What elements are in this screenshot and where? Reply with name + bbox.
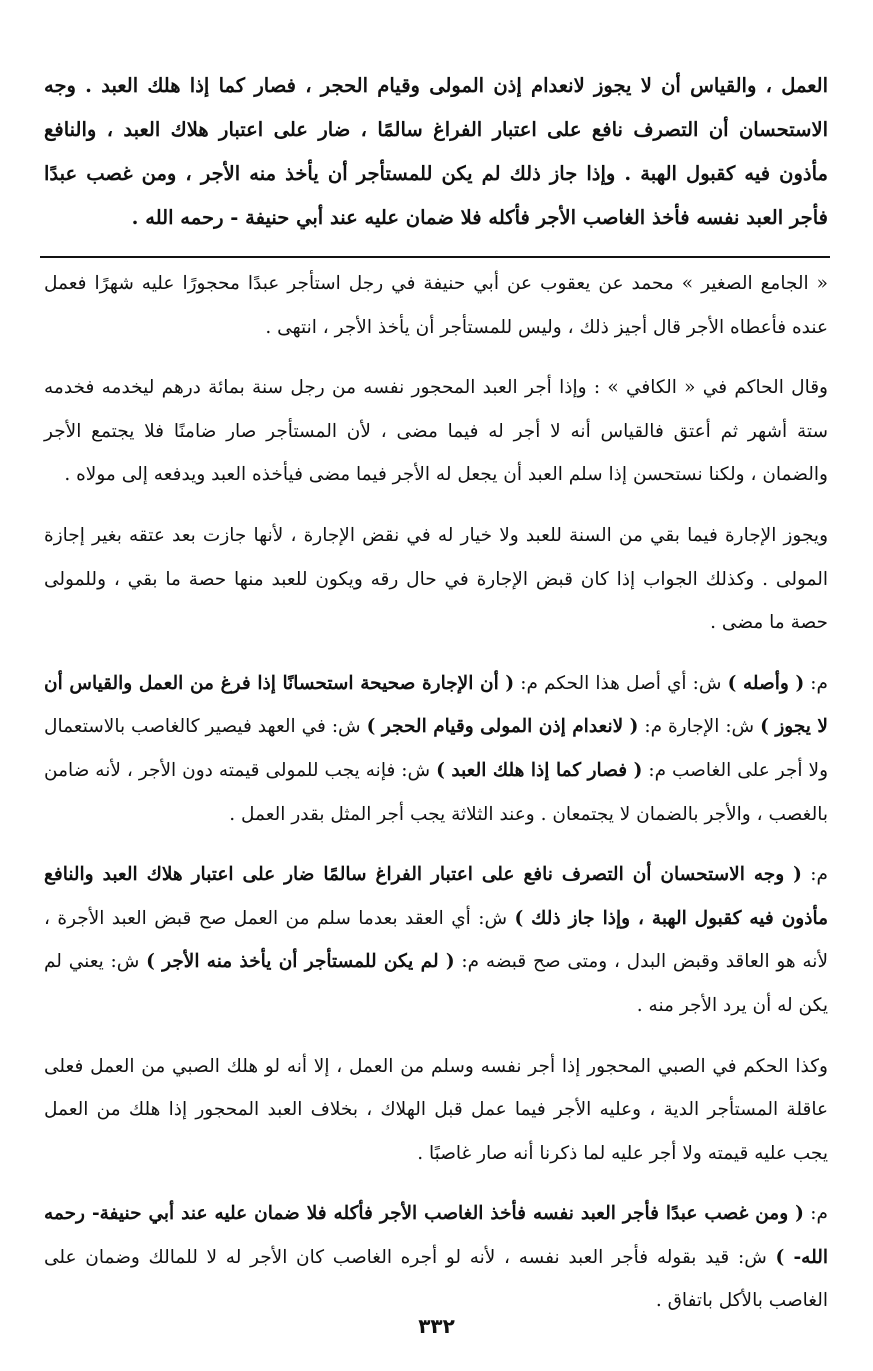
text-span: ش: يعني لم يكن له أن يرد الأجر منه . <box>44 951 828 1016</box>
text-span: م: <box>801 864 828 886</box>
text-span: ش: في العهد فيصير كالغاصب بالاستعمال ولا أجر على الغاصب م: <box>44 716 828 781</box>
commentary <box>44 262 828 1340</box>
quoted-text: ( لانعدام إذن المولى وقيام الحجر ) <box>366 716 639 738</box>
commentary-paragraph <box>44 1192 828 1323</box>
commentary-paragraph: ويجوز الإجارة فيما بقي من السنة للعبد ولا خيار له في نقض الإجارة ، لأنها جازت بعد عتقه بغير إجازة المولى . وكذلك الجواب إذا كان قبض الإجارة في حال رقه ويكون للعبد منها حصة ما بقي ، وللمولى حصة ما مضى . <box>44 524 828 634</box>
quoted-text: ( ومن غصب عبدًا فأجر العبد نفسه فأخذ الغاصب الأجر فأكله فلا ضمان عليه عند أبي حنيفة- رحمه الله- ) <box>44 1203 828 1268</box>
commentary-paragraph <box>44 662 828 836</box>
quoted-text: ( وأصله ) <box>727 672 805 694</box>
text-span: ش: فإنه يجب للمولى قيمته دون الأجر ، لأنه ضامن بالغصب ، والأجر بالضمان لا يجتمعان . وعند الثلاثة يجب أجر المثل بقدر العمل . <box>44 759 828 825</box>
commentary-paragraph: وقال الحاكم في « الكافي » : وإذا أجر العبد المحجور نفسه من رجل سنة بمائة درهم ليخدمه فخدمه ستة أشهر ثم أعتق فالقياس أنه لا أجر له فيما مضى ، لأن المستأجر صار ضامنًا فلا يجتمع الأجر والضمان ، ولكنا نستحسن إذا سلم العبد أن يجعل له الأجر فيما مضى فيأخذه العبد ويدفعه إلى مولاه . <box>44 377 828 486</box>
text-span: ش: قيد بقوله فأجر العبد نفسه ، لأنه لو أجره الغاصب كان الأجر له لا للمالك وضمان على الغاصب بالأكل باتفاق . <box>44 1246 828 1312</box>
text-span: م: <box>804 672 828 694</box>
page-number: ٣٣٢ <box>418 1314 455 1338</box>
text-span: ش: أي أصل هذا الحكم م: <box>514 672 728 694</box>
quoted-text: ( لم يكن للمستأجر أن يأخذ منه الأجر ) <box>146 951 455 973</box>
commentary-paragraph: وكذا الحكم في الصبي المحجور إذا أجر نفسه وسلم من العمل ، إلا أنه لو هلك الصبي من العمل فعلى عاقلة المستأجر الدية ، وعليه الأجر فيما عمل قبل الهلاك ، بخلاف العبد المحجور إذا هلك من العمل يجب عليه قيمته ولا أجر عليه لما ذكرنا أنه صار غاصبًا . <box>44 1055 828 1164</box>
quoted-text: ( أن الإجارة صحيحة استحسانًا إذا فرغ من العمل والقياس أن لا يجوز ) <box>44 672 828 738</box>
quoted-text: ( وجه الاستحسان أن التصرف نافع على اعتبار الفراغ سالمًا ضار على اعتبار هلاك العبد والنافع مأذون فيه كقبول الهبة ، وإذا جاز ذلك ) <box>44 864 829 929</box>
text-span: ش: أي العقد بعدما سلم من العمل صح قبض العبد الأجرة ، لأنه هو العاقد وقبض البدل ، ومتى صح قبضه م: <box>44 907 829 973</box>
quoted-text: ( فصار كما إذا هلك العبد ) <box>436 759 643 781</box>
main-text: العمل ، والقياس أن لا يجوز لانعدام إذن المولى وقيام الحجر ، فصار كما إذا هلك العبد . وجه الاستحسان أن التصرف نافع على اعتبار الفراغ سالمًا ، ضار على اعتبار هلاك العبد ، والنافع مأذون فيه كقبول الهبة . وإذا جاز ذلك لم يكن للمستأجر أن يأخذ منه الأجر ، ومن غصب عبدًا فأجر العبد نفسه فأخذ الغاصب الأجر فأكله فلا ضمان عليه عند أبي حنيفة - رحمه الله . <box>44 74 828 229</box>
commentary-paragraph <box>44 853 828 1027</box>
commentary-paragraph: « الجامع الصغير » محمد عن يعقوب عن أبي حنيفة في رجل استأجر عبدًا محجورًا عليه شهرًا فعمل عنده فأعطاه الأجر قال أجيز ذلك ، وليس للمستأجر أن يأخذ الأجر ، انتهى . <box>44 273 828 338</box>
separator-line <box>40 256 830 258</box>
text-span: ش: الإجارة م: <box>638 716 761 738</box>
text-span: م: <box>803 1203 828 1225</box>
